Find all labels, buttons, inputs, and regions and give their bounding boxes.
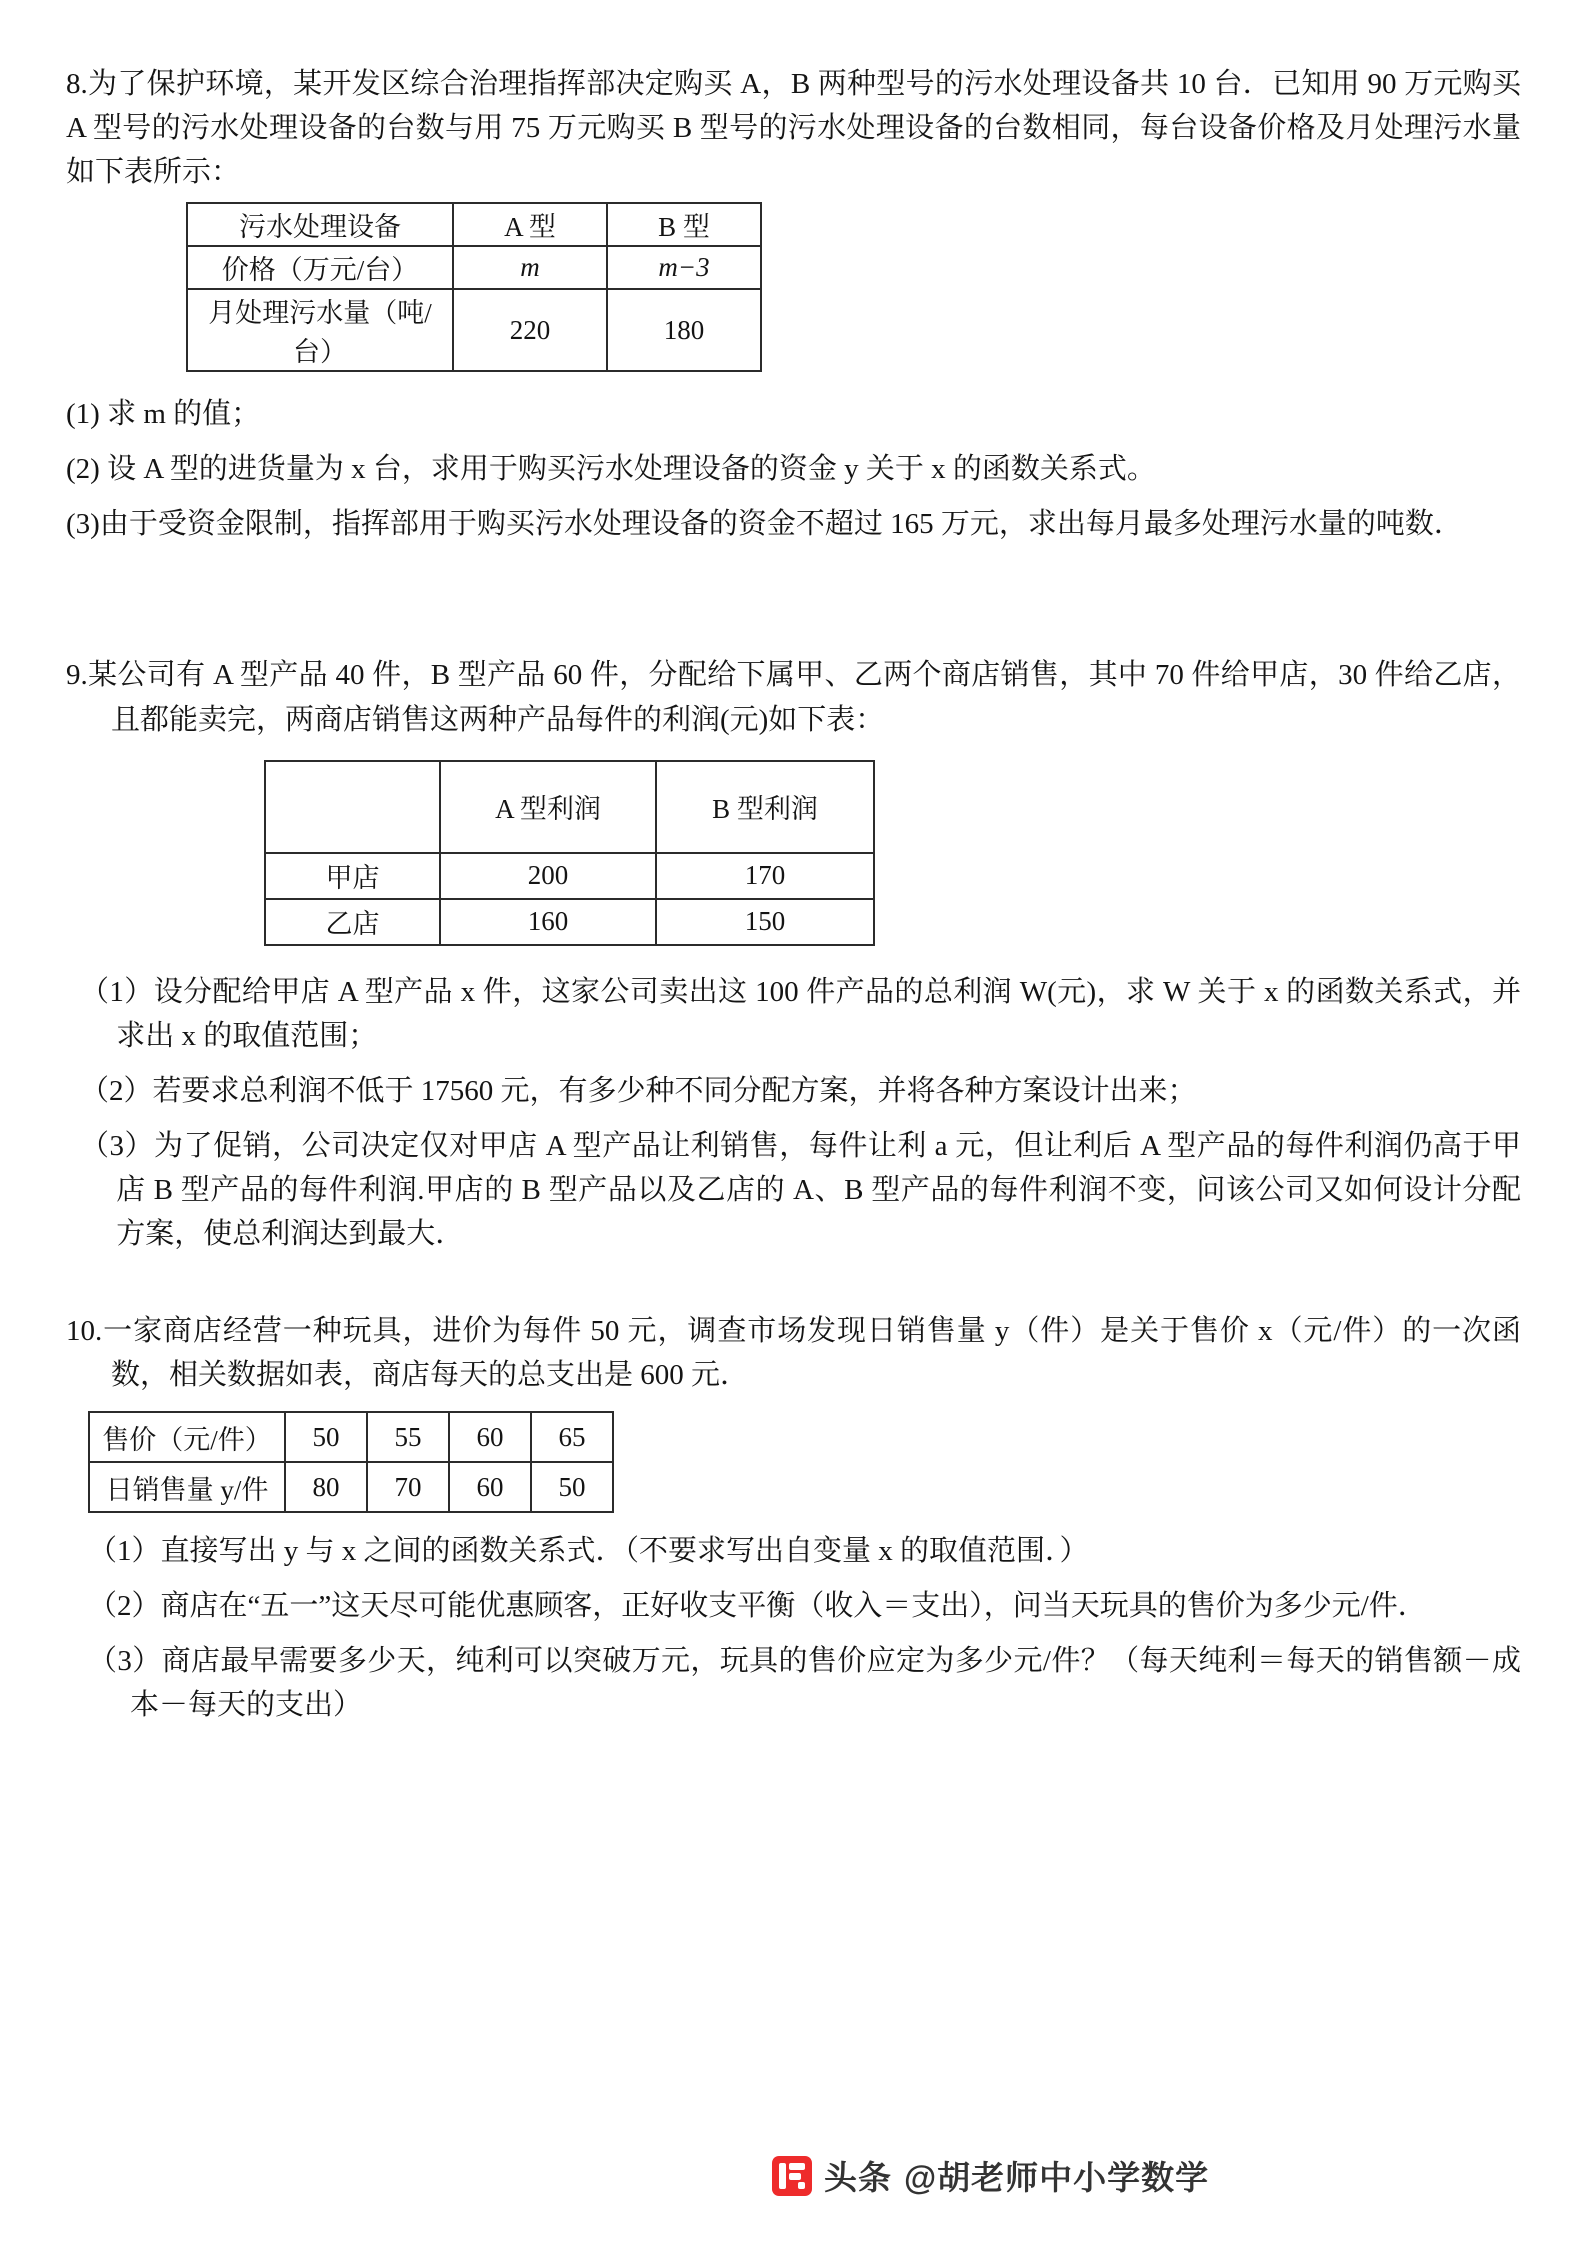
- table-cell: 污水处理设备: [187, 203, 453, 246]
- table-row: [265, 899, 874, 945]
- table-cell: 80: [285, 1462, 367, 1512]
- problem-9-question-3: （3）为了促销，公司决定仅对甲店 A 型产品让利销售，每件让利 a 元，但让利后 A 型产品的每件利润仍高于甲店 B 型产品的每件利润.甲店的 B 型产品以及乙店的 A、B 型产品的每件利润不变，问该公司又如何设计分配方案，使总利润达到最大．: [80, 1129, 1521, 1251]
- problem-9-question-1: （1）设分配给甲店 A 型产品 x 件，这家公司卖出这 100 件产品的总利润 W(元)，求 W 关于 x 的函数关系式，并求出 x 的取值范围；: [80, 975, 1521, 1052]
- table-cell: 60: [449, 1462, 531, 1512]
- table-cell: 日销售量 y/件: [89, 1462, 285, 1512]
- problem-10-question-1: （1）直接写出 y 与 x 之间的函数关系式．（不要求写出自变量 x 的取值范围．）: [88, 1535, 1089, 1568]
- table-row: [187, 246, 761, 289]
- table-row: [265, 853, 874, 899]
- table-cell: m−3: [607, 246, 761, 289]
- problem-9-table: [264, 760, 875, 946]
- table-cell: 200: [440, 853, 656, 899]
- table-row: [187, 203, 761, 246]
- table-cell: B 型利润: [656, 761, 874, 853]
- problem-8-question-1: (1) 求 m 的值；: [66, 398, 261, 431]
- section-spacer: [66, 557, 1521, 653]
- problem-9: [66, 653, 1521, 1256]
- table-cell: 50: [285, 1412, 367, 1462]
- table-cell: 150: [656, 899, 874, 945]
- table-row: [265, 761, 874, 853]
- problem-9-intro: 9.某公司有 A 型产品 40 件，B 型产品 60 件，分配给下属甲、乙两个商店销售，其中 70 件给甲店，30 件给乙店，且都能卖完，两商店销售这两种产品每件的利润(元)如下表：: [66, 659, 1521, 736]
- table-cell: 甲店: [265, 853, 440, 899]
- table-cell: 60: [449, 1412, 531, 1462]
- table-cell: [265, 761, 440, 853]
- problem-8: [66, 62, 1521, 546]
- table-cell: 售价（元/件）: [89, 1412, 285, 1462]
- section-spacer: [66, 1267, 1521, 1309]
- table-row: [89, 1462, 613, 1512]
- table-cell: 55: [367, 1412, 449, 1462]
- table-cell: 50: [531, 1462, 613, 1512]
- problem-8-table: [186, 202, 762, 372]
- problem-10: [66, 1309, 1521, 1727]
- problem-10-table: [88, 1411, 614, 1513]
- table-cell: 170: [656, 853, 874, 899]
- table-cell: 220: [453, 289, 607, 371]
- problem-10-question-2: （2）商店在“五一”这天尽可能优惠顾客，正好收支平衡（收入＝支出），问当天玩具的售价为多少元/件．: [88, 1590, 1427, 1623]
- table-cell: 月处理污水量（吨/台）: [187, 289, 453, 371]
- table-cell: 价格（万元/台）: [187, 246, 453, 289]
- table-row: [187, 289, 761, 371]
- table-cell: 65: [531, 1412, 613, 1462]
- table-cell: 乙店: [265, 899, 440, 945]
- watermark-handle: @胡老师中小学数学: [904, 2159, 1210, 2196]
- toutiao-logo-icon: [772, 2156, 812, 2196]
- watermark-brand: 头条: [824, 2159, 892, 2196]
- problem-10-intro: 10.一家商店经营一种玩具，进价为每件 50 元，调查市场发现日销售量 y（件）是关于售价 x（元/件）的一次函数，相关数据如表，商店每天的总支出是 600 元．: [66, 1315, 1521, 1392]
- table-cell: 160: [440, 899, 656, 945]
- problem-8-question-3: (3)由于受资金限制，指挥部用于购买污水处理设备的资金不超过 165 万元，求出每月最多处理污水量的吨数．: [66, 508, 1463, 541]
- watermark-footer: [772, 2152, 1209, 2199]
- table-cell: A 型利润: [440, 761, 656, 853]
- table-cell: m: [453, 246, 607, 289]
- table-cell: 70: [367, 1462, 449, 1512]
- table-cell: A 型: [453, 203, 607, 246]
- table-cell: 180: [607, 289, 761, 371]
- problem-9-question-2: （2）若要求总利润不低于 17560 元，有多少种不同分配方案，并将各种方案设计出来；: [80, 1074, 1197, 1107]
- problem-8-question-2: (2) 设 A 型的进货量为 x 台，求用于购买污水处理设备的资金 y 关于 x 的函数关系式。: [66, 453, 1156, 486]
- table-row: [89, 1412, 613, 1462]
- problem-8-intro: 8.为了保护环境，某开发区综合治理指挥部决定购买 A，B 两种型号的污水处理设备共 10 台．已知用 90 万元购买 A 型号的污水处理设备的台数与用 75 万元购买 B 型号的污水处理设备的台数相同，每台设备价格及月处理污水量如下表所示：: [66, 68, 1521, 189]
- problem-10-question-3: （3）商店最早需要多少天，纯利可以突破万元，玩具的售价应定为多少元/件？（每天纯利＝每天的销售额－成本－每天的支出）: [88, 1645, 1521, 1722]
- table-cell: B 型: [607, 203, 761, 246]
